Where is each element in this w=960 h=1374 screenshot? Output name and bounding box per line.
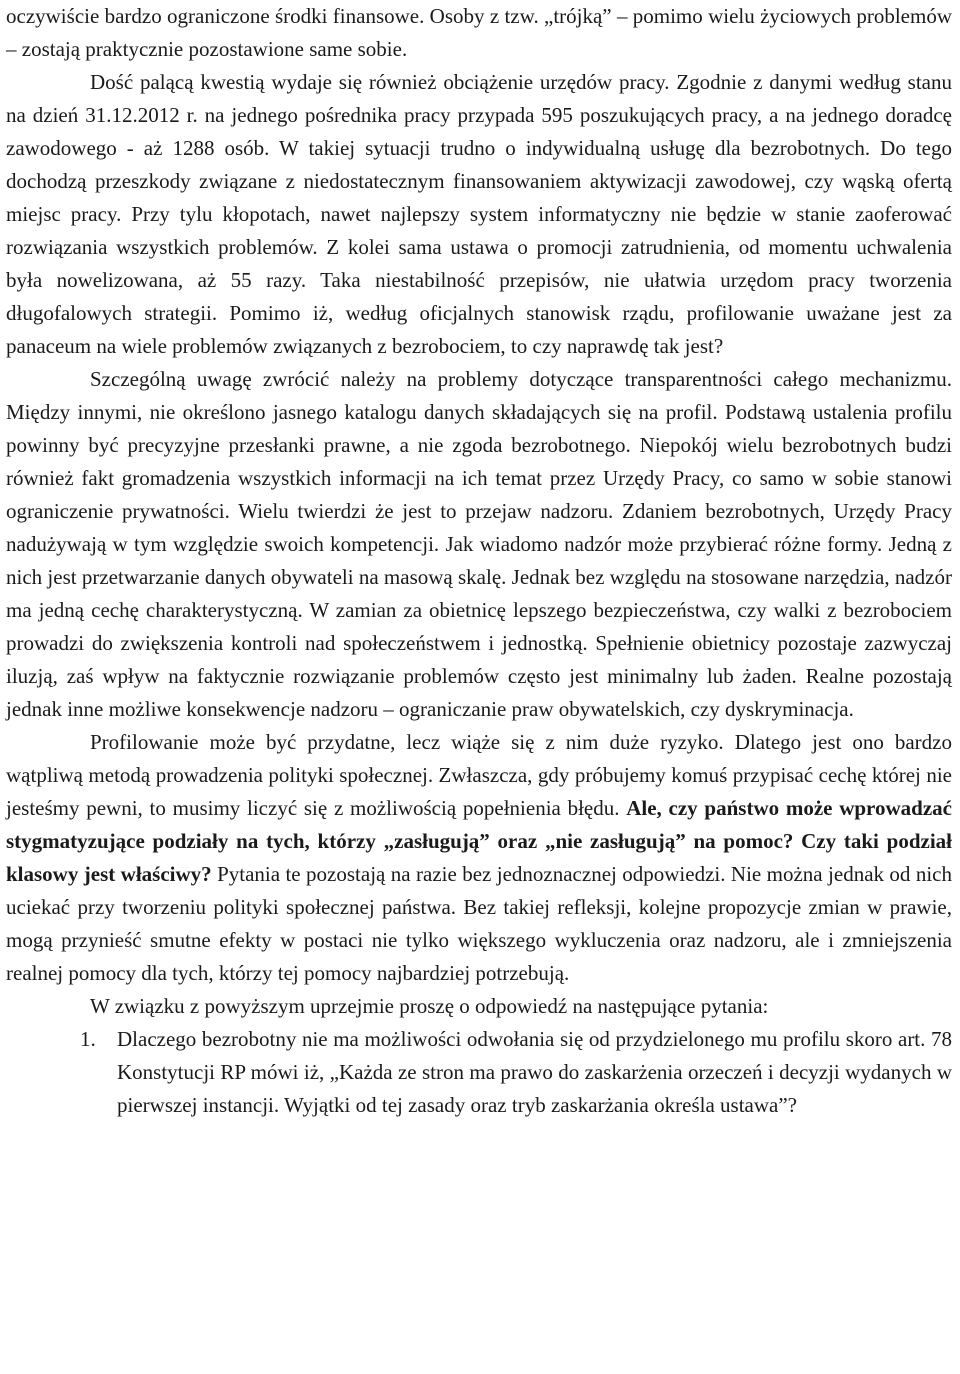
paragraph-transparency: Szczególną uwagę zwrócić należy na problemy dotyczące transparentności całego mechanizmu. Między innymi, nie określono jasnego katalogu danych składających się na profil. Podstawą ustalenia profilu powinny być precyzyjne przesłanki prawne, a nie zgoda bezrobotnego. Niepokój wielu bezrobotnych budzi również fakt gromadzenia wszystkich informacji na ich temat przez Urzędy Pracy, co samo w sobie stanowi ograniczenie prywatności. Wielu twierdzi że jest to przejaw nadzoru. Zdaniem bezrobotnych, Urzędy Pracy nadużywają w tym względzie swoich kompetencji. Jak wiadomo nadzór może przybierać różne formy. Jedną z nich jest przetwarzanie danych obywateli na masową skalę. Jednak bez względu na stosowane narzędzia, nadzór ma jedną cechę charakterystyczną. W zamian za obietnicę lepszego bezpieczeństwa, czy walki z bezrobociem prowadzi do zwiększenia kontroli nad społeczeństwem i jednostką. Spełnienie obietnicy pozostaje zazwyczaj iluzją, zaś wpływ na faktycznie rozwiązanie problemów często jest minimalny lub żaden. Realne pozostają jednak inne możliwe konsekwencje nadzoru – ograniczanie praw obywatelskich, czy dyskryminacja. <box>6 367 952 721</box>
question-text: Dlaczego bezrobotny nie ma możliwości odwołania się od przydzielonego mu profilu skoro art. 78 Konstytucji RP mówi iż, „Każda ze stron ma prawo do zaskarżenia orzeczeń i decyzji wydanych w pierwszej instancji. Wyjątki od tej zasady oraz tryb zaskarżania określa ustawa”? <box>117 1027 952 1117</box>
paragraph-labor-offices: Dość palącą kwestią wydaje się również obciążenie urzędów pracy. Zgodnie z danymi według stanu na dzień 31.12.2012 r. na jednego pośrednika pracy przypada 595 poszukujących pracy, a na jednego doradcę zawodowego - aż 1288 osób. W takiej sytuacji trudno o indywidualną usługę dla bezrobotnych. Do tego dochodzą przeszkody związane z niedostatecznym finansowaniem aktywizacji zawodowej, czy wąską ofertą miejsc pracy. Przy tylu kłopotach, nawet najlepszy system informatyczny nie będzie w stanie zaoferować rozwiązania wszystkich problemów. Z kolei sama ustawa o promocji zatrudnienia, od momentu uchwalenia była nowelizowana, aż 55 razy. Taka niestabilność przepisów, nie ułatwia urzędom pracy tworzenia długofalowych strategii. Pomimo iż, według oficjalnych stanowisk rządu, profilowanie uważane jest za panaceum na wiele problemów związanych z bezrobociem, to czy naprawdę tak jest? <box>6 70 952 358</box>
paragraph-profiling-risk-bold-question: Ale, czy państwo może wprowadzać stygmatyzujące podziały na tych, którzy „zasługują” oraz „nie zasługują” na pomoc? Czy taki podział klasowy jest właściwy? <box>6 796 952 886</box>
paragraph-profiling-risk <box>6 726 952 990</box>
question-item <box>6 1023 952 1122</box>
paragraph-profiling-risk-start: Profilowanie może być przydatne, lecz wiąże się z nim duże ryzyko. Dlatego jest ono bardzo wątpliwą metodą prowadzenia polityki społecznej. Zwłaszcza, gdy próbujemy komuś przypisać cechę której nie jesteśmy pewni, to musimy liczyć się z możliwością popełnienia błędu. <box>6 730 952 820</box>
questions-list <box>6 1023 952 1122</box>
paragraph-continuation: oczywiście bardzo ograniczone środki finansowe. Osoby z tzw. „trójką” – pomimo wielu życiowych problemów – zostają praktycznie pozostawione same sobie. <box>6 4 952 61</box>
paragraph-profiling-risk-end: Pytania te pozostają na razie bez jednoznacznej odpowiedzi. Nie można jednak od nich uciekać przy tworzeniu polityki społecznej państwa. Bez takiej refleksji, kolejne propozycje zmian w prawie, mogą przynieść smutne efekty w postaci nie tylko większego wykluczenia oraz nadzoru, ale i zmniejszenia realnej pomocy dla tych, którzy tej pomocy najbardziej potrzebują. <box>6 862 952 985</box>
questions-intro: W związku z powyższym uprzejmie proszę o odpowiedź na następujące pytania: <box>90 994 769 1018</box>
question-number: 1. <box>80 1027 96 1051</box>
